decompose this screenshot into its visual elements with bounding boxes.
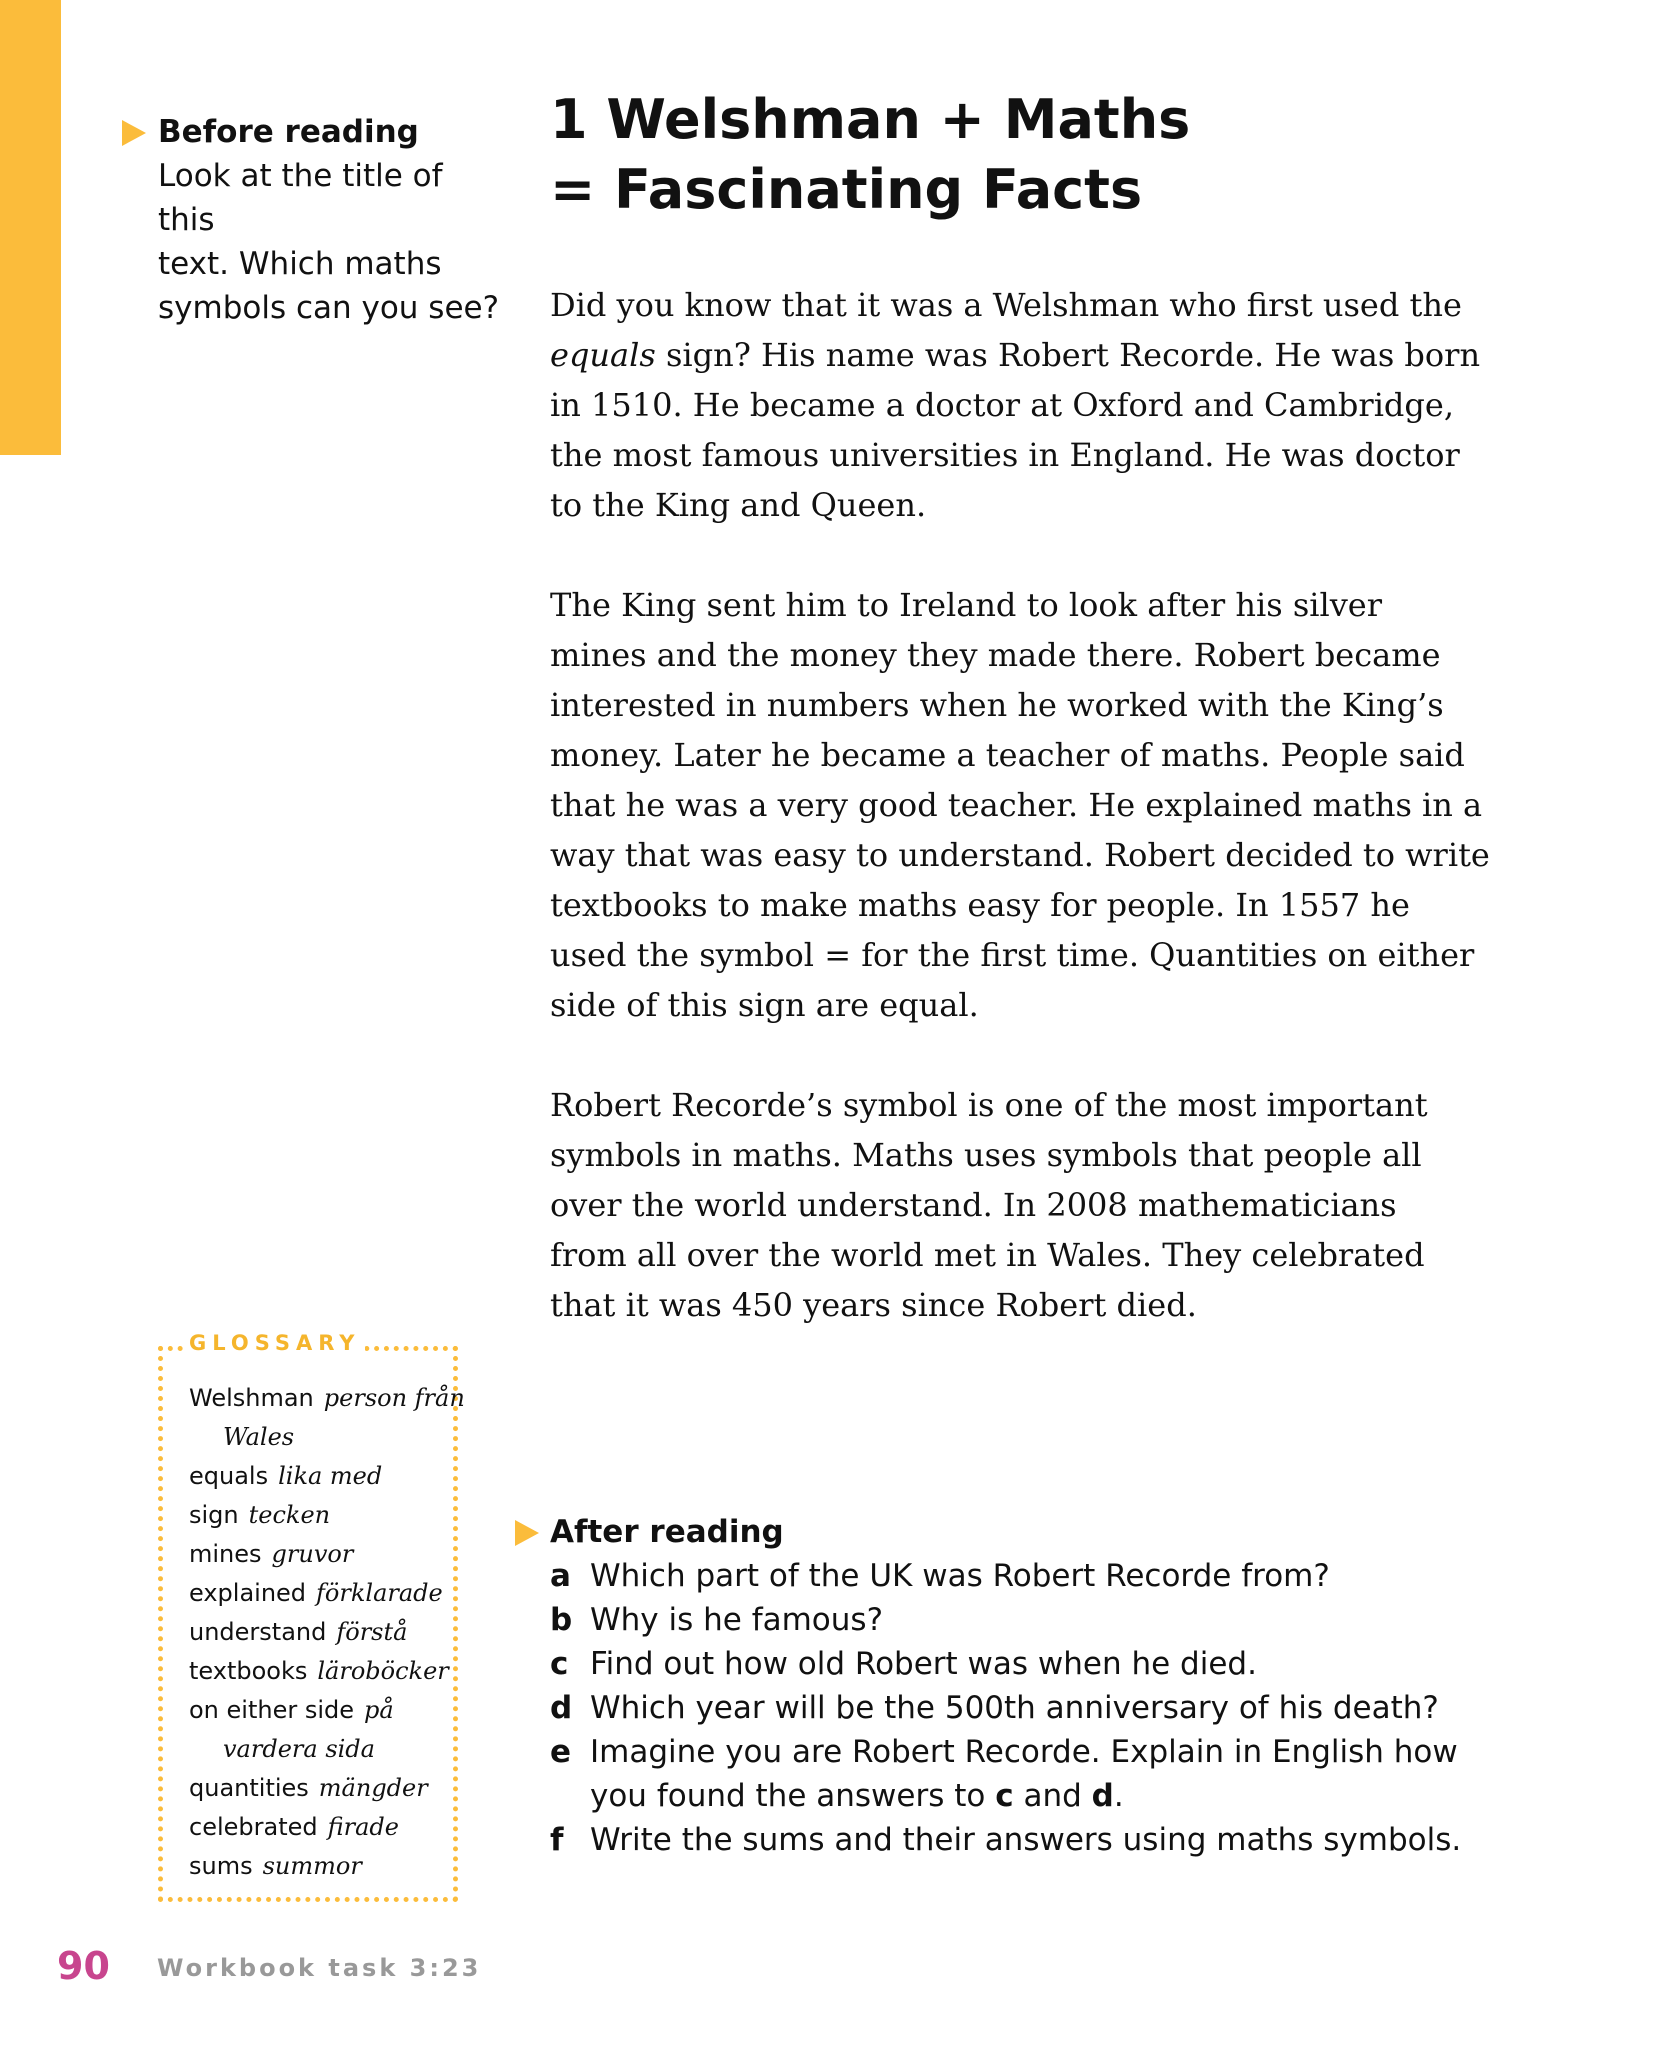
- glossary-translation: summor: [262, 1852, 362, 1880]
- question-item: [515, 1598, 1575, 1642]
- glossary-translation: förklarade: [316, 1579, 443, 1607]
- glossary-term: on either side: [189, 1696, 355, 1724]
- question-letter: e: [550, 1734, 572, 1770]
- glossary-term: textbooks: [189, 1657, 308, 1685]
- story-paragraph: [550, 1080, 1550, 1330]
- title-line: 1 Welshman + Maths: [550, 88, 1191, 151]
- story-paragraph: [550, 280, 1550, 530]
- before-reading-line: symbols can you see?: [158, 290, 500, 326]
- page-footer: [57, 1944, 482, 1988]
- glossary-entry: [189, 1613, 465, 1652]
- glossary-translation: på: [364, 1696, 394, 1724]
- question-letter: a: [550, 1558, 571, 1594]
- glossary-term: mines: [189, 1540, 262, 1568]
- story-line: mines and the money they made there. Robert became: [550, 636, 1441, 674]
- glossary-entry: [189, 1808, 465, 1847]
- story-line: way that was easy to understand. Robert decided to write: [550, 836, 1490, 874]
- story-line: side of this sign are equal.: [550, 986, 979, 1024]
- question-text: Why is he famous?: [590, 1602, 884, 1638]
- triangle-arrow-icon: [122, 120, 146, 146]
- story-line: the most famous universities in England. He was doctor: [550, 436, 1460, 474]
- glossary-entry: [189, 1496, 465, 1535]
- question-ref: c: [995, 1778, 1014, 1814]
- story-line: money. Later he became a teacher of maths. People said: [550, 736, 1465, 774]
- glossary-label: GLOSSARY: [185, 1331, 365, 1355]
- glossary-translation: person från: [323, 1384, 465, 1412]
- question-letter: b: [550, 1602, 573, 1638]
- glossary-term: Welshman: [189, 1384, 314, 1412]
- question-letter: d: [550, 1690, 573, 1726]
- story-line-rest: sign? His name was Robert Recorde. He was born: [655, 336, 1481, 374]
- glossary-entry: [189, 1691, 465, 1769]
- question-item: [515, 1686, 1575, 1730]
- story-line: from all over the world met in Wales. They celebrated: [550, 1236, 1425, 1274]
- glossary-term: equals: [189, 1462, 269, 1490]
- yellow-margin-bar: [0, 0, 61, 455]
- after-reading-heading: After reading: [550, 1514, 784, 1550]
- glossary-term: celebrated: [189, 1813, 318, 1841]
- before-reading-line: text. Which maths: [158, 246, 442, 282]
- glossary-entry: [189, 1652, 465, 1691]
- glossary-translation: lika med: [278, 1462, 383, 1490]
- title-line: = Fascinating Facts: [550, 158, 1143, 221]
- question-text: Write the sums and their answers using maths symbols.: [590, 1822, 1462, 1858]
- question-text: Which year will be the 500th anniversary of his death?: [590, 1690, 1439, 1726]
- question-text: .: [1113, 1778, 1124, 1814]
- glossary-term: quantities: [189, 1774, 309, 1802]
- glossary-translation-cont: vardera sida: [223, 1735, 375, 1763]
- glossary-entry: [189, 1574, 465, 1613]
- glossary-term: sign: [189, 1501, 239, 1529]
- before-reading-line: Look at the title of this: [158, 158, 443, 238]
- story-line: [550, 330, 1550, 380]
- story-line: The King sent him to Ireland to look after his silver: [550, 586, 1383, 624]
- story-paragraph: [550, 580, 1550, 1030]
- question-ref: d: [1091, 1778, 1114, 1814]
- question-item: [515, 1818, 1575, 1862]
- story-line: over the world understand. In 2008 mathematicians: [550, 1186, 1397, 1224]
- glossary-entry: [189, 1847, 465, 1886]
- glossary-translation: firade: [327, 1813, 399, 1841]
- glossary-term: sums: [189, 1852, 253, 1880]
- story-line: symbols in maths. Maths uses symbols that people all: [550, 1136, 1422, 1174]
- workbook-reference: Workbook task 3:23: [157, 1954, 482, 1982]
- before-reading-heading: Before reading: [158, 114, 419, 150]
- glossary-translation: gruvor: [271, 1540, 354, 1568]
- glossary-list: [189, 1379, 465, 1886]
- glossary-entry: [189, 1457, 465, 1496]
- glossary-term: understand: [189, 1618, 327, 1646]
- story-text: [550, 280, 1550, 1380]
- story-line: that he was a very good teacher. He explained maths in a: [550, 786, 1483, 824]
- chapter-title: [550, 85, 1190, 225]
- story-line: used the symbol = for the first time. Quantities on either: [550, 936, 1475, 974]
- question-text: Imagine you are Robert Recorde. Explain in English how: [590, 1734, 1458, 1770]
- story-line: that it was 450 years since Robert died.: [550, 1286, 1197, 1324]
- question-item: [515, 1730, 1575, 1818]
- question-letter: c: [550, 1646, 569, 1682]
- glossary-translation: förstå: [336, 1618, 408, 1646]
- story-line: textbooks to make maths easy for people. In 1557 he: [550, 886, 1410, 924]
- emphasis-word: equals: [550, 336, 656, 374]
- question-text: and: [1013, 1778, 1092, 1814]
- story-line: Robert Recorde’s symbol is one of the most important: [550, 1086, 1428, 1124]
- before-reading-prompt: [158, 154, 502, 330]
- question-text: Find out how old Robert was when he died.: [590, 1646, 1257, 1682]
- question-text: Which part of the UK was Robert Recorde from?: [590, 1558, 1330, 1594]
- question-item: [515, 1554, 1575, 1598]
- triangle-arrow-icon: [515, 1520, 539, 1546]
- story-line: interested in numbers when he worked with the King’s: [550, 686, 1444, 724]
- story-line: in 1510. He became a doctor at Oxford and Cambridge,: [550, 386, 1454, 424]
- glossary-translation: tecken: [248, 1501, 331, 1529]
- story-line: to the King and Queen.: [550, 486, 927, 524]
- glossary-entry: [189, 1535, 465, 1574]
- glossary-translation: mängder: [318, 1774, 428, 1802]
- question-item: [515, 1642, 1575, 1686]
- glossary-translation: läroböcker: [317, 1657, 449, 1685]
- question-letter: f: [550, 1822, 564, 1858]
- question-text: you found the answers to: [590, 1778, 996, 1814]
- after-reading-box: [515, 1510, 1575, 1862]
- before-reading-box: [122, 110, 502, 330]
- glossary-box: [158, 1331, 465, 1902]
- page-number: 90: [57, 1944, 110, 1988]
- glossary-entry: [189, 1769, 465, 1808]
- glossary-translation-cont: Wales: [223, 1423, 295, 1451]
- story-line: Did you know that it was a Welshman who first used the: [550, 286, 1462, 324]
- glossary-entry: [189, 1379, 465, 1457]
- glossary-term: explained: [189, 1579, 307, 1607]
